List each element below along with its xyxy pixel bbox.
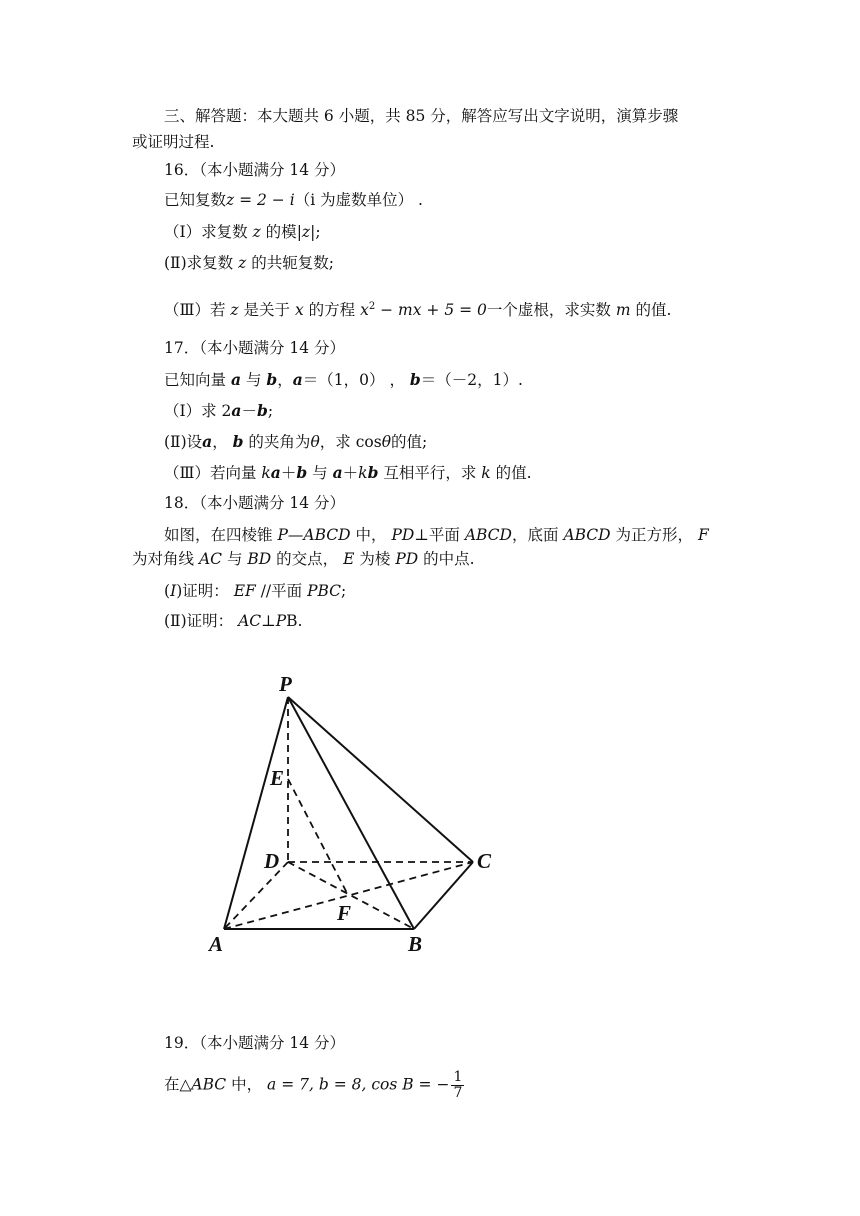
label-f: F [337,901,352,925]
q19-fraction [451,1070,464,1101]
label-e: E [270,766,285,790]
q17-part3-b2: b [367,463,379,482]
q17-part1-b: b [256,401,268,420]
q17-part1-a: a [231,401,242,420]
q17-part1-prefix: （Ⅰ）求 2 [164,402,232,420]
q17-part3-k3: k [481,464,491,482]
edge-pb [288,697,414,929]
q18-part1-pbc: PBC [307,582,342,600]
label-c: C [477,849,492,873]
q17-part3-and: 与 [312,464,328,482]
q17-part3-mid: 互相平行，求 [383,464,477,482]
q18-stem-l1-a: 如图，在四棱锥 [164,526,273,544]
q18-stem-l2-e: E [343,550,355,568]
q17-stem-vb: b [266,370,278,389]
q17-stem-bval: ＝（－2，1）. [420,371,523,389]
q16-stem-suffix: （i 为虚数单位） . [294,191,423,209]
q16-part1-var: z [252,223,261,241]
q17-stem-a: 已知向量 [164,371,227,389]
q17-part2-end: 的值; [391,433,428,451]
q18-part1-i: I [170,582,177,600]
q17-part3-prefix: （Ⅲ）若向量 [164,464,257,482]
q16-part2-var: z [238,254,247,272]
q16-part3-prefix: （Ⅲ）若 [164,301,226,320]
q16-part3-x: x [294,301,304,320]
q17-part1-end: ; [267,402,274,420]
q17-stem-aval: ＝（1，0） ， [302,371,405,389]
label-a: A [209,932,224,956]
q19-stem-eq: a = 7, b = 8, cos B = − [267,1075,450,1094]
q16-part1-mod: |z| [296,223,316,241]
q17-part3-a1: a [270,463,281,482]
q18-stem-l2-end: 的中点. [423,550,475,568]
q17-part2-mid2: ，求 cos [319,433,382,451]
q16-part3-eq-sup: 2 [368,301,376,312]
q16-part1-mid: 的模 [265,223,297,241]
label-b: B [408,932,423,956]
q16-part3-eq-a: x [360,301,369,320]
q18-header: 18．（本小题满分 14 分） [164,494,346,512]
edge-bc [414,862,473,929]
q18-part1-end: ; [341,582,347,600]
q16-part2-suffix: 的共轭复数; [251,254,334,272]
q18-stem-l1-c: ⊥平面 [414,526,460,544]
q18-stem-l2-ac: AC [198,550,223,568]
label-p: P [279,672,292,696]
q17-stem-va: a [230,370,241,389]
q18-stem-l1-b: 中， [355,526,387,544]
q17-stem-vb2: b [409,370,421,389]
q17-stem-comma: ， [277,371,293,389]
q19-frac-den: 7 [453,1085,463,1101]
q17-part3-b1: b [296,463,308,482]
q17-part3-k1: k [261,464,271,482]
q19-stem-abc: ABC [191,1075,227,1094]
q17-stem-and: 与 [245,371,262,389]
q19-frac-num: 1 [453,1069,463,1085]
q18-stem-l1-pd: PD [391,526,415,544]
q17-part3-plus1: ＋ [280,464,297,482]
q18-stem-l1-abcd2: ABCD [563,526,611,544]
q18-stem-l2-d: 为棱 [359,550,391,568]
q16-stem-prefix: 已知复数 [164,191,227,209]
q16-part3-eq-b: − mx + 5 = 0 [375,301,487,320]
q17-part2-mid: 的夹角为 [248,433,311,451]
q18-part2-perp: ⊥ [261,612,276,630]
q17-header: 17．（本小题满分 14 分） [164,339,346,357]
q18-stem-l2-pd: PD [395,550,419,568]
q16-part1-prefix: （Ⅰ）求复数 [164,223,248,241]
q18-part2-b: B. [286,612,303,630]
q17-part2-a: a [202,432,213,451]
section-intro-line2: 或证明过程. [132,133,215,151]
q18-part1-prefix: ( [164,582,171,600]
edge-pc [288,697,473,862]
q18-part1-ef: EF [233,582,256,600]
section-intro-line1: 三、解答题：本大题共 6 小题，共 85 分，解答应写出文字说明，演算步骤 [164,107,679,125]
q18-part1-par: //平面 [255,582,303,600]
segment-ef [288,779,348,895]
q18-stem-l2-b: 与 [226,550,243,568]
edge-pa [224,697,288,929]
q17-part2-prefix: (Ⅱ)设 [164,433,203,451]
label-d: D [264,849,280,873]
q17-part3-end: 的值. [495,464,532,482]
q18-stem-l2-bd: BD [247,550,272,568]
q19-header: 19．（本小题满分 14 分） [164,1034,346,1052]
q18-stem-l1-pabcd: P—ABCD [277,526,351,544]
q18-stem-l1-abcd: ABCD [464,526,512,544]
q18-stem-l1-f: F [698,526,709,544]
q17-part2-b: b [232,432,244,451]
q17-part3-a2: a [332,463,343,482]
q17-part3-k2: k [358,464,368,482]
q18-part1-mid: )证明： [176,582,229,600]
q17-part1-minus: － [241,402,257,420]
q19-stem-mid: 中， [231,1075,263,1094]
q17-part2-theta: θ [310,433,320,451]
q16-part3-var: z [230,301,239,320]
q16-part3-mid3: 一个虚根，求实数 [486,301,611,320]
q16-part3-mid2: 的方程 [308,301,356,320]
q18-stem-l2-a: 为对角线 [132,550,195,568]
q16-part3-m: m [615,301,631,320]
q18-stem-l1-e: 为正方形， [615,526,694,544]
q18-part2-prefix: (Ⅱ)证明： [164,612,234,630]
q16-part3-end: 的值. [635,301,672,320]
q17-part2-comma: ， [212,433,228,451]
q19-stem [164,1070,464,1101]
q16-part1-end: ; [315,223,321,241]
q18-part2-p: P [275,612,287,630]
q17-part2-theta2: θ [381,433,392,451]
q18-part2-ac: AC [238,612,262,630]
q16-stem-eq: z = 2 − i [226,191,295,209]
q17-stem-va2: a [292,370,303,389]
q17-part3-plus2: ＋ [342,464,359,482]
q19-stem-prefix: 在△ [164,1075,192,1094]
q18-stem-l1-d: ，底面 [511,526,559,544]
q16-part3-mid1: 是关于 [243,301,291,320]
q16-part2-prefix: (Ⅱ)求复数 [164,254,234,272]
q18-stem-l2-c: 的交点， [276,550,339,568]
q16-header: 16．（本小题满分 14 分） [164,161,346,179]
